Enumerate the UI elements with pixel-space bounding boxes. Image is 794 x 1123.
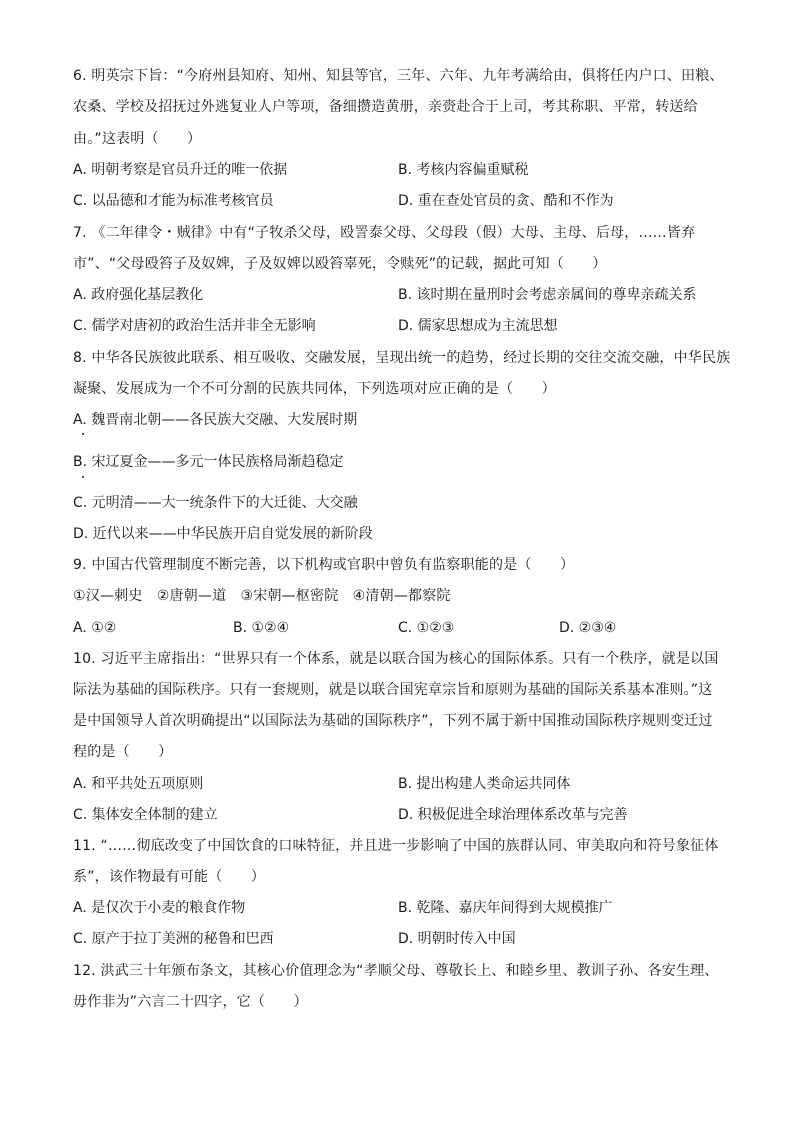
q7-option-a[interactable]: A. 政府强化基层教化 <box>73 287 204 303</box>
q11-option-c[interactable]: C. 原产于拉丁美洲的秘鲁和巴西 <box>73 931 274 947</box>
q6-stem-line-2: 农桑、学校及招抚过外逃复业人户等项，备细攒造黄册，亲赍赴合于上司，考其称职、平常，转送给 <box>73 99 698 115</box>
q10-option-b[interactable]: B. 提出构建人类命运共同体 <box>398 776 571 792</box>
q10-stem-line-3: 是中国领导人首次明确提出“以国际法为基础的国际秩序”，下列不属于新中国推动国际秩序规则变迁过 <box>73 713 713 729</box>
q10-stem-line-4: 程的是（ ） <box>73 744 173 760</box>
q7-option-d[interactable]: D. 儒家思想成为主流思想 <box>398 318 558 334</box>
q10-stem-line-2: 际法为基础的国际秩序。只有一套规则，就是以联合国宪章宗旨和原则为基础的国际关系基本准则。”这 <box>73 682 713 698</box>
q6-stem-line-3: 由。”这表明（ ） <box>73 131 202 147</box>
q11-option-d[interactable]: D. 明朝时传入中国 <box>398 931 516 947</box>
q11-option-b[interactable]: B. 乾隆、嘉庆年间得到大规模推广 <box>398 900 613 916</box>
q6-stem-line-1: 6. 明英宗下旨：“今府州县知府、知州、知县等官，三年、六年、九年考满给由，俱将任内户口、田粮、 <box>73 68 724 84</box>
q8-option-d[interactable]: D. 近代以来——中华民族开启自觉发展的新阶段 <box>73 526 373 542</box>
q8-stem-line-1: 8. 中华各民族彼此联系、相互吸收、交融发展，呈现出统一的趋势，经过长期的交往交流交融，中华民族 <box>73 350 731 366</box>
q8-option-a[interactable]: A. 魏晋南北朝——各民族大交融、大发展时期 <box>73 412 358 428</box>
q8-option-c[interactable]: C. 元明清——大一统条件下的大迁徙、大交融 <box>73 495 358 511</box>
q9-option-b[interactable]: B. ①②④ <box>233 620 290 636</box>
q9-items: ①汉—刺史 ②唐朝—道 ③宋朝—枢密院 ④清朝—都察院 <box>73 588 451 604</box>
q11-stem-line-2: 系”，该作物最有可能（ ） <box>73 869 266 885</box>
q6-option-d[interactable]: D. 重在查处官员的贪、酷和不作为 <box>398 193 614 209</box>
q7-option-b[interactable]: B. 该时期在量刑时会考虑亲属间的尊卑亲疏关系 <box>398 287 697 303</box>
q12-stem-line-1: 12. 洪武三十年颁布条文，其核心价值理念为“孝顺父母、尊敬长上、和睦乡里、教训子孙、各安生理、 <box>73 963 719 979</box>
q10-option-c[interactable]: C. 集体安全体制的建立 <box>73 807 218 823</box>
q6-option-a[interactable]: A. 明朝考察是官员升迁的唯一依据 <box>73 162 288 178</box>
q9-option-d[interactable]: D. ②③④ <box>559 620 617 636</box>
q10-stem-line-1: 10. 习近平主席指出：“世界只有一个体系，就是以联合国为核心的国际体系。只有一个秩序，就是以国 <box>73 651 719 667</box>
q8-stem-line-2: 凝聚、发展成为一个不可分割的民族共同体，下列选项对应正确的是（ ） <box>73 381 556 397</box>
q11-option-a[interactable]: A. 是仅次于小麦的粮食作物 <box>73 900 246 916</box>
q10-option-d[interactable]: D. 积极促进全球治理体系改革与完善 <box>398 807 628 823</box>
q11-stem-line-1: 11. “……彻底改变了中国饮食的口味特征，并且进一步影响了中国的族群认同、审美取向和符号象征体 <box>73 838 719 854</box>
q6-option-c[interactable]: C. 以品德和才能为标准考核官员 <box>73 193 274 209</box>
q10-option-a[interactable]: A. 和平共处五项原则 <box>73 776 204 792</box>
q9-stem-line-1: 9. 中国古代管理制度不断完善，以下机构或官职中曾负有监察职能的是（ ） <box>73 557 575 573</box>
q7-option-c[interactable]: C. 儒学对唐初的政治生活并非全无影响 <box>73 318 316 334</box>
q9-option-a[interactable]: A. ①② <box>73 620 117 636</box>
q8-option-b[interactable]: B. 宋辽夏金——多元一体民族格局渐趋稳定 <box>73 454 344 470</box>
q12-stem-line-2: 毋作非为”六言二十四字，它（ ） <box>73 994 308 1010</box>
q7-stem-line-2: 市”、“父母殴笞子及奴婢，子及奴婢以殴笞辜死，令赎死”的记载，据此可知（ ） <box>73 256 607 272</box>
q6-option-b[interactable]: B. 考核内容偏重赋税 <box>398 162 529 178</box>
q9-option-c[interactable]: C. ①②③ <box>398 620 455 636</box>
stray-mark <box>82 476 84 478</box>
stray-mark <box>82 433 84 435</box>
q7-stem-line-1: 7. 《二年律令・贼律》中有“子牧杀父母，殴詈泰父母、父母段（假）大母、主母、后母，……皆弃 <box>73 225 696 241</box>
